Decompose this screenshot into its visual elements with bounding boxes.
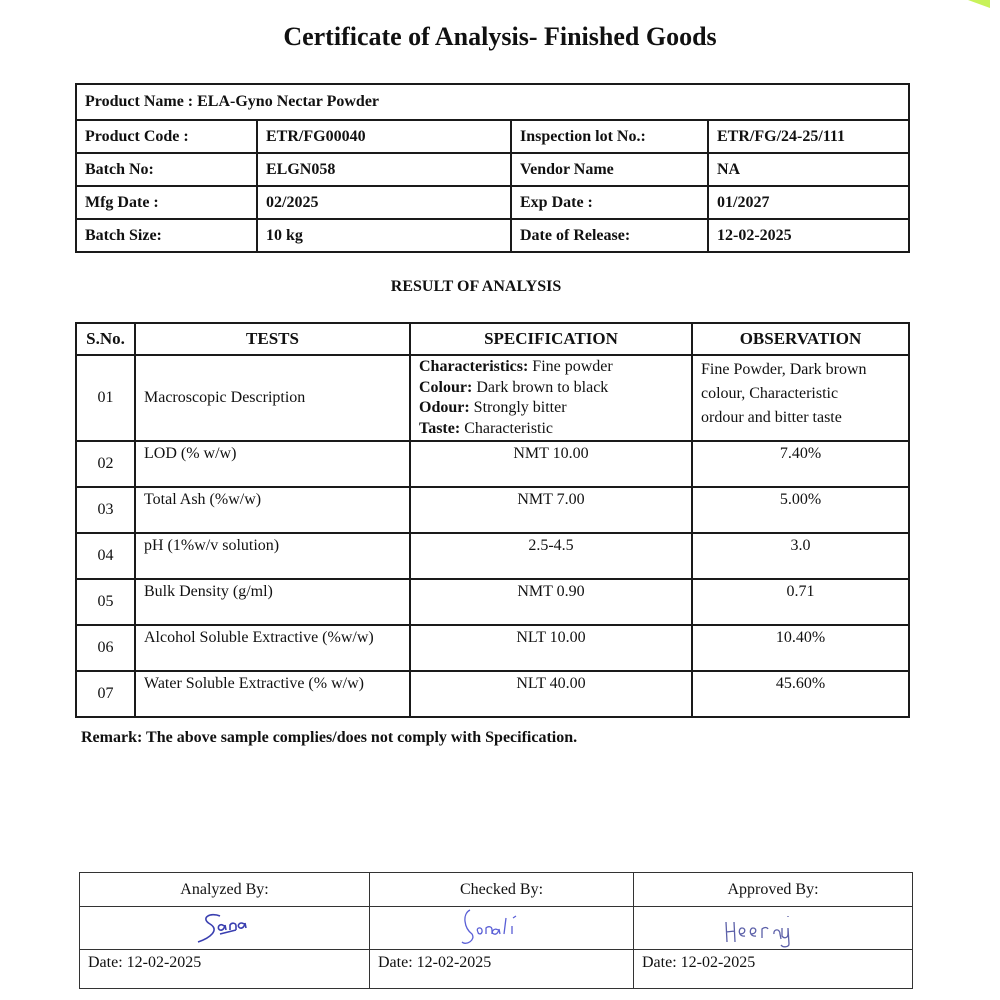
results-header-row — [76, 323, 909, 355]
corner-decoration — [968, 0, 990, 8]
row-test: Water Soluble Extractive (% w/w) — [135, 671, 410, 717]
checked-by-signature — [370, 907, 634, 950]
row-observation: 7.40% — [692, 441, 909, 487]
signature-date-row — [80, 950, 913, 989]
row-observation: 5.00% — [692, 487, 909, 533]
header-observation: OBSERVATION — [692, 323, 909, 355]
row-test: Total Ash (%w/w) — [135, 487, 410, 533]
table-row — [76, 625, 909, 671]
row-sno: 04 — [76, 533, 135, 579]
info-value: 02/2025 — [257, 186, 511, 219]
section-title: RESULT OF ANALYSIS — [390, 278, 562, 295]
row-test: Bulk Density (g/ml) — [135, 579, 410, 625]
row-test: LOD (% w/w) — [135, 441, 410, 487]
row-sno: 01 — [76, 355, 135, 441]
info-value: 12-02-2025 — [708, 219, 909, 252]
analyzed-by-label: Analyzed By: — [80, 873, 370, 907]
signature-neeraj-image — [718, 908, 828, 948]
info-value: 10 kg — [257, 219, 511, 252]
spec-line: Odour: Strongly bitter — [419, 399, 567, 416]
info-label: Product Code : — [76, 120, 257, 153]
row-sno: 06 — [76, 625, 135, 671]
row-specification: NLT 40.00 — [410, 671, 692, 717]
row-observation: 3.0 — [692, 533, 909, 579]
header-specification: SPECIFICATION — [410, 323, 692, 355]
spec-line: Characteristics: Fine powder — [419, 358, 613, 375]
signature-table — [79, 872, 913, 989]
approved-by-label: Approved By: — [634, 873, 913, 907]
header-tests: TESTS — [135, 323, 410, 355]
table-row — [76, 441, 909, 487]
row-observation: 0.71 — [692, 579, 909, 625]
info-label: Vendor Name — [511, 153, 708, 186]
info-label: Exp Date : — [511, 186, 708, 219]
info-value: 01/2027 — [708, 186, 909, 219]
row-sno: 03 — [76, 487, 135, 533]
analyzed-date: Date: 12-02-2025 — [80, 950, 370, 989]
signature-sonali-image — [442, 908, 562, 948]
product-name: Product Name : ELA-Gyno Nectar Powder — [76, 84, 909, 120]
info-value: ELGN058 — [257, 153, 511, 186]
row-observation: 10.40% — [692, 625, 909, 671]
document-title: Certificate of Analysis- Finished Goods — [283, 22, 717, 51]
row-specification: NMT 0.90 — [410, 579, 692, 625]
header-sno: S.No. — [76, 323, 135, 355]
info-row — [76, 120, 909, 153]
info-value: ETR/FG/24-25/111 — [708, 120, 909, 153]
table-row — [76, 355, 909, 441]
spec-line: Taste: Characteristic — [419, 419, 554, 437]
results-table — [75, 322, 910, 718]
row-test: pH (1%w/v solution) — [135, 533, 410, 579]
row-observation: 45.60% — [692, 671, 909, 717]
table-row — [76, 671, 909, 717]
product-info-table — [75, 83, 910, 253]
checked-date: Date: 12-02-2025 — [370, 950, 634, 989]
info-row — [76, 219, 909, 252]
checked-by-label: Checked By: — [370, 873, 634, 907]
signature-row — [80, 907, 913, 950]
row-observation: Fine Powder, Dark brown colour, Characteristic ordour and bitter taste — [692, 355, 909, 441]
row-sno: 05 — [76, 579, 135, 625]
table-row — [76, 533, 909, 579]
info-label: Inspection lot No.: — [511, 120, 708, 153]
signature-sana-image — [180, 908, 270, 948]
info-label: Batch No: — [76, 153, 257, 186]
row-specification: NMT 10.00 — [410, 441, 692, 487]
row-test: Macroscopic Description — [135, 355, 410, 441]
info-value: NA — [708, 153, 909, 186]
analyzed-by-signature — [80, 907, 370, 950]
row-test: Alcohol Soluble Extractive (%w/w) — [135, 625, 410, 671]
info-row — [76, 153, 909, 186]
row-specification: 2.5-4.5 — [410, 533, 692, 579]
signature-header-row — [80, 873, 913, 907]
remark: Remark: The above sample complies/does not comply with Specification. — [81, 729, 578, 746]
approved-by-signature — [634, 907, 913, 950]
row-sno: 02 — [76, 441, 135, 487]
info-value: ETR/FG00040 — [257, 120, 511, 153]
product-name-row — [76, 84, 909, 120]
row-specification: NMT 7.00 — [410, 487, 692, 533]
spec-line: Colour: Dark brown to black — [419, 378, 609, 396]
info-row — [76, 186, 909, 219]
row-specification: NLT 10.00 — [410, 625, 692, 671]
table-row — [76, 579, 909, 625]
info-label: Mfg Date : — [76, 186, 257, 219]
approved-date: Date: 12-02-2025 — [634, 950, 913, 989]
row-sno: 07 — [76, 671, 135, 717]
row-specification — [410, 355, 692, 441]
info-label: Date of Release: — [511, 219, 708, 252]
info-label: Batch Size: — [76, 219, 257, 252]
table-row — [76, 487, 909, 533]
